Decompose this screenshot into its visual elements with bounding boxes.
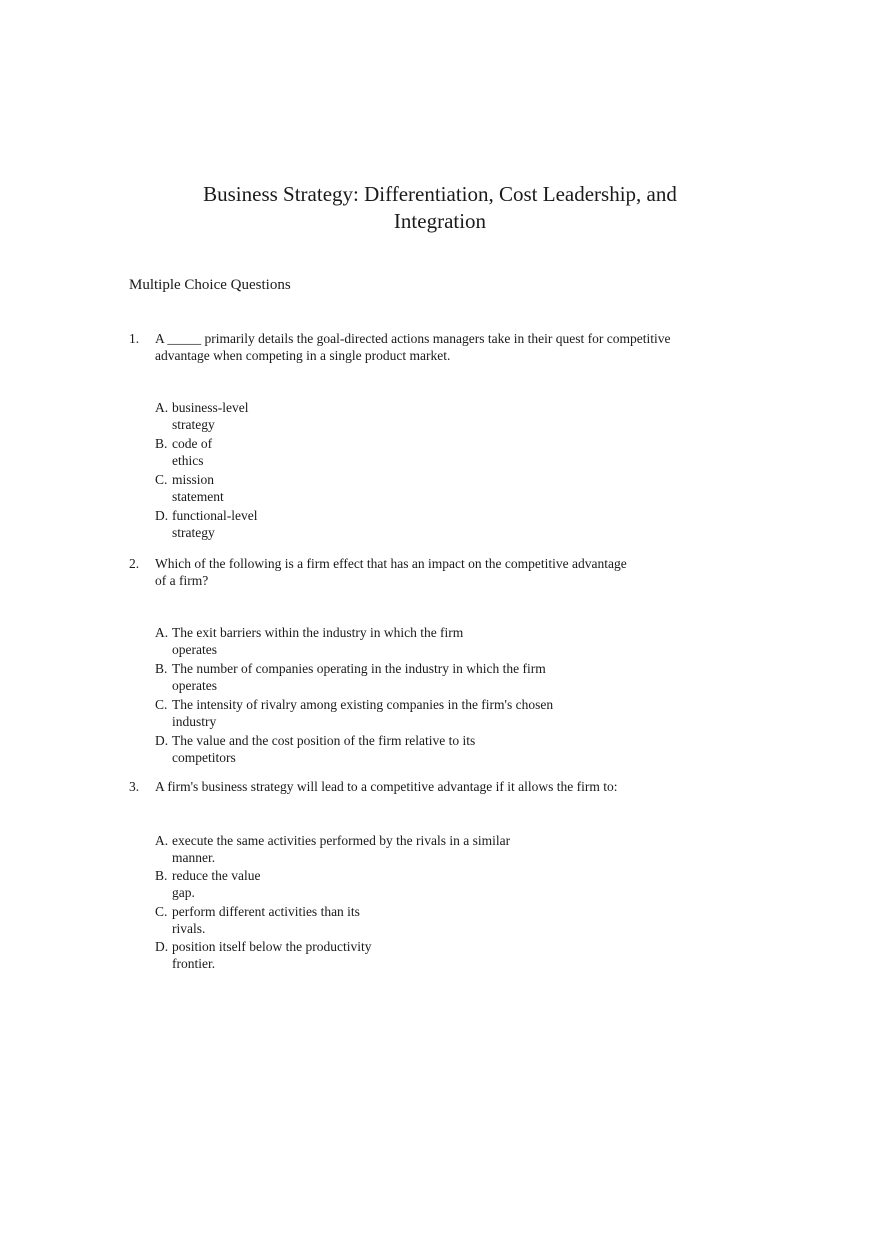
option-letter: B. [155, 868, 168, 883]
question-stem [129, 331, 675, 364]
question-3 [129, 779, 689, 971]
answer-options [155, 624, 567, 767]
option-letter: A. [155, 400, 169, 415]
option-c[interactable] [155, 903, 392, 937]
question-2 [129, 556, 689, 765]
option-text: business-level strategy [172, 400, 249, 432]
option-text: functional-level strategy [172, 508, 258, 540]
option-d[interactable] [155, 507, 282, 541]
document-title-line-1: Business Strategy: Differentiation, Cost Leadership, and [203, 182, 677, 206]
question-text: Which of the following is a firm effect that has an impact on the competitive advantage of a firm? [155, 556, 627, 588]
question-1 [129, 331, 689, 540]
option-letter: D. [155, 508, 169, 523]
option-letter: A. [155, 625, 169, 640]
option-text: code of ethics [172, 436, 213, 468]
document-title-line-2: Integration [393, 209, 487, 233]
answer-options [155, 399, 282, 542]
option-text: The value and the cost position of the firm relative to its competitors [172, 733, 476, 765]
option-b[interactable] [155, 867, 282, 901]
option-letter: D. [155, 939, 169, 954]
answer-options [155, 832, 512, 973]
option-b[interactable] [155, 435, 237, 469]
option-text: The exit barriers within the industry in which the firm operates [172, 625, 464, 657]
option-text: perform different activities than its rivals. [172, 904, 360, 936]
question-number: 1. [129, 331, 140, 346]
question-text: A _____ primarily details the goal-directed actions managers take in their quest for competitive advantage when competing in a single product market. [155, 331, 671, 363]
option-text: The number of companies operating in the industry in which the firm operates [172, 661, 546, 693]
option-letter: D. [155, 733, 169, 748]
question-stem [129, 556, 635, 589]
option-text: execute the same activities performed by the rivals in a similar manner. [172, 833, 511, 865]
question-number: 3. [129, 779, 140, 794]
option-a[interactable] [155, 624, 507, 658]
question-number: 2. [129, 556, 140, 571]
option-letter: C. [155, 697, 168, 712]
option-c[interactable] [155, 471, 247, 505]
option-text: The intensity of rivalry among existing companies in the firm's chosen industry [172, 697, 554, 729]
option-letter: C. [155, 472, 168, 487]
option-b[interactable] [155, 660, 567, 694]
question-stem [129, 779, 695, 796]
option-c[interactable] [155, 696, 557, 730]
option-a[interactable] [155, 399, 267, 433]
option-text: reduce the value gap. [172, 868, 261, 900]
option-a[interactable] [155, 832, 512, 866]
option-d[interactable] [155, 732, 522, 766]
section-heading: Multiple Choice Questions [129, 277, 291, 293]
option-d[interactable] [155, 938, 402, 972]
question-text: A firm's business strategy will lead to a competitive advantage if it allows the firm to: [155, 779, 618, 794]
option-letter: B. [155, 661, 168, 676]
option-text: position itself below the productivity frontier. [172, 939, 372, 971]
option-letter: C. [155, 904, 168, 919]
document-title [0, 181, 880, 235]
option-letter: A. [155, 833, 169, 848]
option-letter: B. [155, 436, 168, 451]
option-text: mission statement [172, 472, 224, 504]
